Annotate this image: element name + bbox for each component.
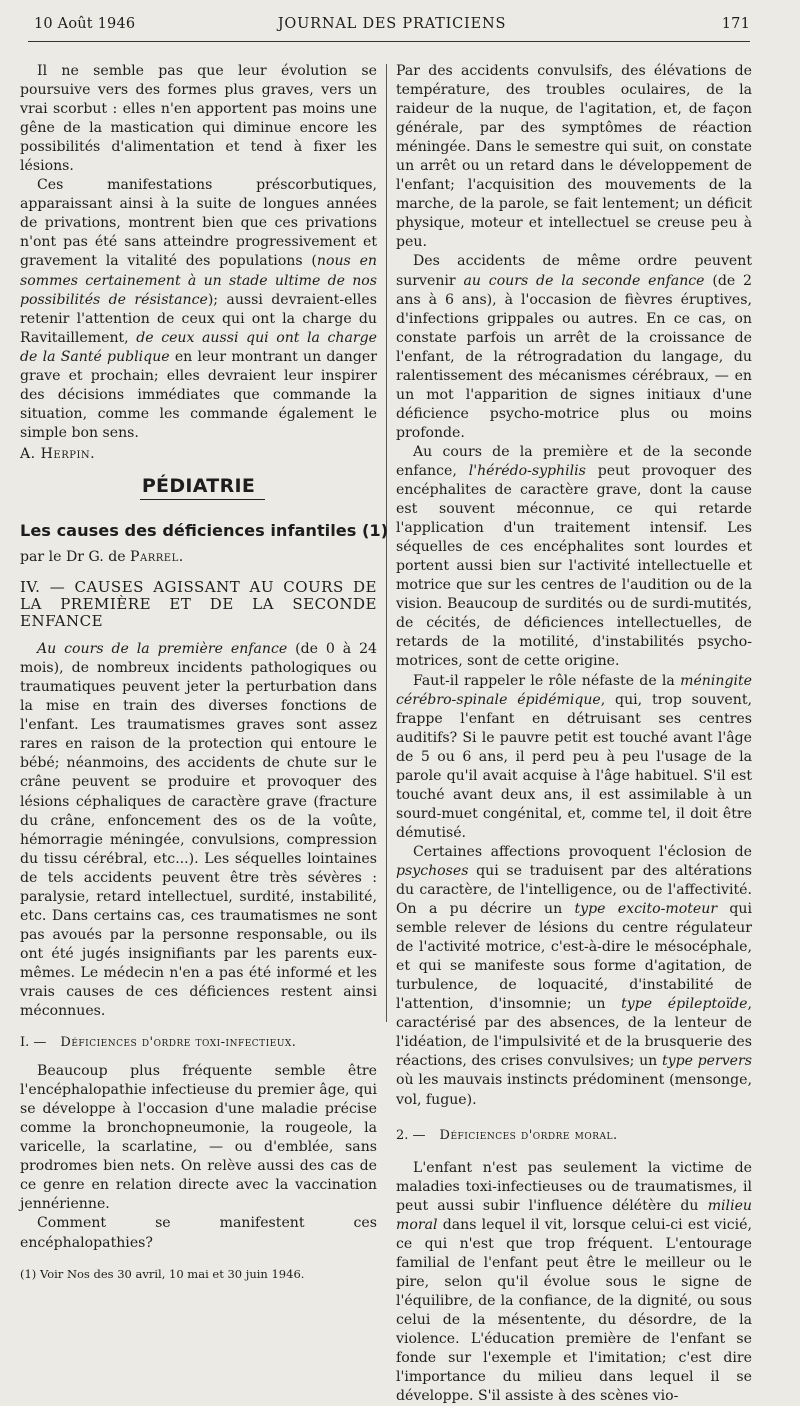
page-header — [34, 16, 750, 38]
left-column — [20, 62, 389, 1282]
italic-run: Au cours de la première enfance — [37, 641, 288, 658]
paragraph — [396, 252, 752, 442]
column-rule — [386, 64, 387, 1022]
paragraph — [396, 443, 752, 672]
text-run: en leur montrant un danger grave et prochain; elles devraient leur inspirer des décisions immédiates que commande la situation, comme les commande également le simple bon sens. — [20, 348, 377, 441]
text-run: où les mauvais instincts prédominent (mensonge, vol, fugue). — [396, 1072, 752, 1108]
text-run: peut provoquer des encéphalites de caractère grave, dont la cause est souvent méconnue, ce qui retarde l'application d'un traitement intensif. Les séquelles de ces encéphalites sont lourdes et portent aussi bien sur l'activité intellectuelle et motrice que sur les centres de l'audition ou de la vision. Beaucoup de surdités ou de surdi-mutités, de cécités, de déficiences intellectuelles, de retards de la motilité, d'instabilités psycho-motrices, sont de cette origine. — [396, 462, 752, 670]
paragraph: Comment se manifestent ces encéphalopathies? — [20, 1215, 377, 1251]
italic-run: de ceux aussi qui ont la charge de la Santé publique — [20, 329, 377, 365]
byline — [20, 548, 377, 567]
paragraph — [20, 640, 377, 1021]
text-run: (de 0 à 24 mois), de nombreux incidents pathologiques ou traumatiques peuvent jeter la perturbation dans la mise en train des diverses fonctions de l'enfant. Les traumatismes graves sont assez rares en raison de la protection qui entoure le bébé; néanmoins, des accidents de chute sur le crâne peuvent se produire et provoquer des lésions céphaliques de caractère grave (fracture du crâne, enfoncement des os de la voûte, hémorragie méningée, convulsions, compression du tissu cérébral, etc...). Les séquelles lointaines de tels accidents peuvent être très sévères : paralysie, retard intellectuel, surdité, instabilité, etc. Dans certains cas, ces traumatismes ne sont pas avoués par la personne responsable, ou ils ont été jugés insignifiants par les parents eux-mêmes. Le médecin n'en a pas été informé et les vrais causes de ces déficiences restent ainsi méconnues. — [20, 641, 377, 1020]
italic-run: type excito-moteur — [574, 901, 718, 918]
text-run: Certaines affections provoquent l'éclosion de — [413, 843, 752, 860]
author-name: Parrel. — [130, 549, 184, 566]
paragraph — [20, 176, 377, 443]
journal-title: JOURNAL DES PRATICIENS — [277, 16, 507, 32]
text-run: Faut-il rappeler le rôle néfaste de la — [413, 672, 681, 689]
text-run: Au cours de la première et de la seconde enfance, — [396, 443, 752, 479]
paragraph — [396, 1159, 752, 1406]
paragraph: Beaucoup plus fréquente semble être l'encéphalopathie infectieuse du premier âge, qui se développe à l'occasion d'une maladie précise comme la bronchopneumonie, la rougeole, la varicelle, la scarlatine, — ou d'emblée, sans prodromes bien nets. On relève aussi des cas de ce genre en relation directe avec la vaccination jennérienne. — [20, 1063, 377, 1213]
text-run: ); aussi devraient-elles retenir l'attention de ceux qui ont la charge du Ravitaillement, — [20, 291, 378, 346]
text-run: Des accidents de même ordre peuvent survenir — [396, 253, 752, 289]
text-run: L'enfant n'est pas seulement la victime de maladies toxi-infectieuses ou de traumatismes, il peut aussi subir l'influence délétère du — [396, 1159, 752, 1214]
italic-run: au cours de la seconde enfance — [463, 272, 705, 289]
italic-run: milieu moral — [396, 1197, 752, 1233]
paragraph — [396, 672, 752, 843]
paragraph — [396, 843, 752, 1110]
chapter-heading: IV. — CAUSES AGISSANT AU COURS DE LA PREMIÈRE ET DE LA SECONDE ENFANCE — [20, 578, 377, 631]
italic-run: méningite cérébro-spinale épidémique — [396, 672, 752, 708]
text-run: , caractérisé par des absences, de la lenteur de l'idéation, de l'impulsivité et de la brusquerie des réactions, des crises convulsives; un — [396, 996, 752, 1070]
paragraph: Il ne semble pas que leur évolution se poursuive vers des formes plus graves, vers un vrai scorbut : elles n'en apportent pas moins une gêne de la mastication qui diminue encore les possibilités d'alimentation et tend à fixer les lésions. — [20, 63, 377, 175]
subsection-title: Déficiences d'ordre moral. — [439, 1127, 618, 1143]
text-run: (de 2 ans à 6 ans), à l'occasion de fièvres éruptives, d'infections grippales ou autres. En ce cas, on constate parfois un arrêt de la croissance de l'enfant, de la rétrogradation du langage, du ralentissement des mécanismes cérébraux, — en un mot l'apparition de signes initiaux d'une déficience psycho-motrice plus ou moins profonde. — [396, 272, 752, 441]
subsection-number: 2. — — [396, 1127, 426, 1143]
byline-prefix: par le Dr G. de — [20, 549, 131, 566]
paragraph: Par des accidents convulsifs, des élévations de température, des troubles oculaires, de la raideur de la nuque, de l'agitation, et, de façon générale, par des symptômes de réaction méningée. Dans le semestre qui suit, on constate un arrêt ou un retard dans le développement de l'enfant; l'acquisition des mouvements de la marche, de la parole, se fait lentement; un déficit physique, moteur et intellectuel se creuse peu à peu. — [396, 63, 752, 251]
text-run: qui semble relever de lésions du centre régulateur de l'activité motrice, c'est-à-dire le mésocéphale, et qui se manifeste sous forme d'agitation, de turbulence, de loquacité, d'instabilité de l'attention, d'insomnie; un — [396, 901, 753, 1013]
italic-run: type pervers — [661, 1053, 752, 1070]
subsection-heading — [20, 1033, 377, 1052]
author-signature: A. Herpin. — [20, 445, 96, 462]
right-column — [396, 62, 752, 1406]
article-title: Les causes des déficiences infantiles (1) — [20, 521, 389, 541]
text-run: , qui, trop souvent, frappe l'enfant en détruisant ses centres auditifs? Si le pauvre petit est touché avant l'âge de 5 ou 6 ans, il perd peu à peu l'usage de la parole qu'il avait acquise à l'âge habituel. S'il est touché avant deux ans, il est assimilable à un sourd-muet congénital, et, comme tel, il doit être démutisé. — [396, 691, 752, 841]
italic-run: l'hérédo-syphilis — [468, 462, 586, 479]
issue-date: 10 Août 1946 — [34, 16, 136, 32]
footnote: (1) Voir Nos des 30 avril, 10 mai et 30 juin 1946. — [20, 1266, 305, 1281]
page-number: 171 — [721, 16, 750, 32]
text-run: dans lequel il vit, lorsque celui-ci est vicié, ce qui n'est que trop fréquent. L'entourage familial de l'enfant peut être le meilleur ou le pire, selon qu'il évolue sous le signe de l'équilibre, de la confiance, de la dignité, ou sous celui de la mésentente, du désordre, de la violence. L'éducation première de l'enfant se fonde sur l'exemple et l'imitation; c'est dire l'importance du milieu dans lequel il se développe. S'il assiste à des scènes vio- — [396, 1216, 752, 1405]
text-run: Ces manifestations préscorbutiques, apparaissant ainsi à la suite de longues années de privations, montrent bien que ces privations n'ont pas été sans atteindre progressivement et gravement la vitalité des populations ( — [20, 177, 377, 270]
subsection-heading — [396, 1126, 752, 1145]
italic-run: type épileptoïde — [621, 996, 748, 1013]
section-heading: PÉDIATRIE — [20, 477, 377, 501]
italic-run: psychoses — [396, 862, 469, 879]
subsection-number: I. — — [20, 1035, 47, 1051]
header-rule — [28, 41, 750, 42]
italic-run: nous en sommes certainement à un stade ultime de nos possibilités de résistance — [20, 253, 377, 308]
text-run: qui se traduisent par des altérations du caractère, de l'intelligence, ou de l'affectivité. On a pu décrire un — [396, 862, 752, 918]
subsection-title: Déficiences d'ordre toxi-infectieux. — [60, 1035, 297, 1051]
